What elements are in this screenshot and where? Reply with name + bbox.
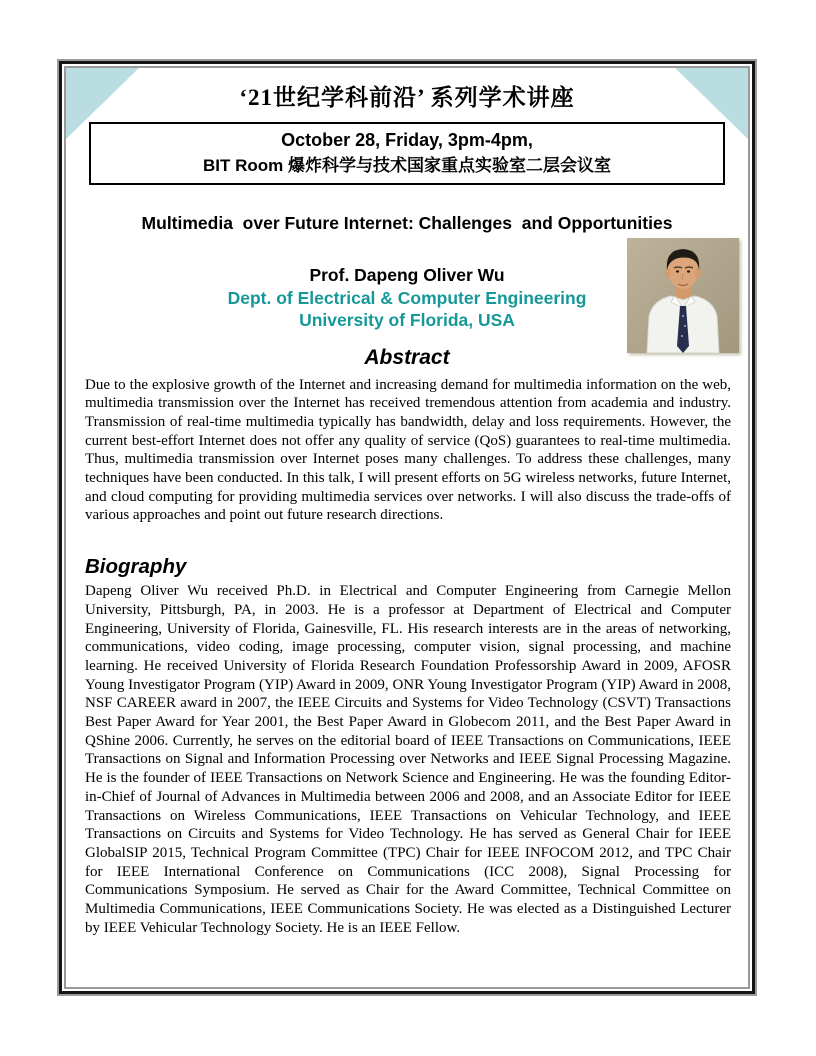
speaker-affiliation: University of Florida, USA bbox=[299, 310, 515, 330]
abstract-heading: Abstract bbox=[364, 345, 450, 369]
speaker-name: Prof. Dapeng Oliver Wu bbox=[309, 265, 505, 285]
page-border-frame bbox=[57, 59, 757, 996]
lecture-series-title: ‘21世纪学科前沿’ 系列学术讲座 bbox=[239, 85, 575, 110]
speaker-department: Dept. of Electrical & Computer Engineering bbox=[227, 287, 587, 308]
event-location: BIT Room 爆炸科学与技术国家重点实验室二层会议室 bbox=[203, 156, 611, 175]
talk-title: Multimedia over Future Internet: Challenges and Opportunities bbox=[141, 213, 673, 233]
event-datetime: October 28, Friday, 3pm-4pm, bbox=[281, 130, 533, 150]
speaker-photo-illustration bbox=[627, 238, 739, 353]
page-content bbox=[66, 68, 748, 987]
abstract-text: Due to the explosive growth of the Internet and increasing demand for multimedia information on the web, multimedia transmission over the Internet has received tremendous attention from academia and industry. Transmission of real-time multimedia typically has bandwidth, delay and loss requirements. However, the current best-effort Internet does not offer any quality of service (QoS) guarantees to real-time multimedia. Thus, multimedia transmission over Internet poses many challenges. To address these challenges, many techniques have been conducted. In this talk, I will present efforts on 5G wireless networks, future Internet, and cloud computing for providing multimedia services over networks. I will also discuss the trade-offs of various approaches and point out future research directions. bbox=[85, 376, 731, 524]
datetime-location-box bbox=[89, 122, 725, 185]
biography-heading: Biography bbox=[85, 555, 187, 579]
biography-text: Dapeng Oliver Wu received Ph.D. in Electrical and Computer Engineering from Carnegie Mellon University, Pittsburgh, PA, in 2003. He is a professor at Department of Electrical and Computer Engineering, University of Florida, Gainesville, FL. His research interests are in the areas of networking, communications, video coding, image processing, computer vision, signal processing, and machine learning. He received University of Florida Research Foundation Professorship Award in 2009, AFOSR Young Investigator Program (YIP) Award in 2009, ONR Young Investigator Program (YIP) Award in 2008, NSF CAREER award in 2007, the IEEE Circuits and Systems for Video Technology (CSVT) Transactions Best Paper Award for Year 2001, the Best Paper Award in Globecom 2011, and the Best Paper Award in QShine 2006. Currently, he serves on the editorial board of IEEE Transactions on Communications, IEEE Transactions on Signal and Information Processing over Networks and IEEE Signal Processing Magazine. He is the founder of IEEE Transactions on Network Science and Engineering. He was the founding Editor-in-Chief of Journal of Advances in Multimedia between 2006 and 2008, and an Associate Editor for IEEE Transactions on Wireless Communications, IEEE Transactions on Vehicular Technology, and IEEE Transactions on Circuits and Systems for Video Technology. He has served as General Chair for IEEE GlobalSIP 2015, Technical Program Committee (TPC) Chair for IEEE INFOCOM 2012, and TPC Chair for IEEE International Conference on Communications (ICC 2008), Signal Processing for Communications Symposium. He served as Chair for the Award Committee, Technical Committee on Multimedia Communications, IEEE Communications Society. He was elected as a Distinguished Lecturer by IEEE Vehicular Technology Society. He is an IEEE Fellow. bbox=[85, 583, 731, 936]
speaker-photo bbox=[627, 238, 739, 353]
